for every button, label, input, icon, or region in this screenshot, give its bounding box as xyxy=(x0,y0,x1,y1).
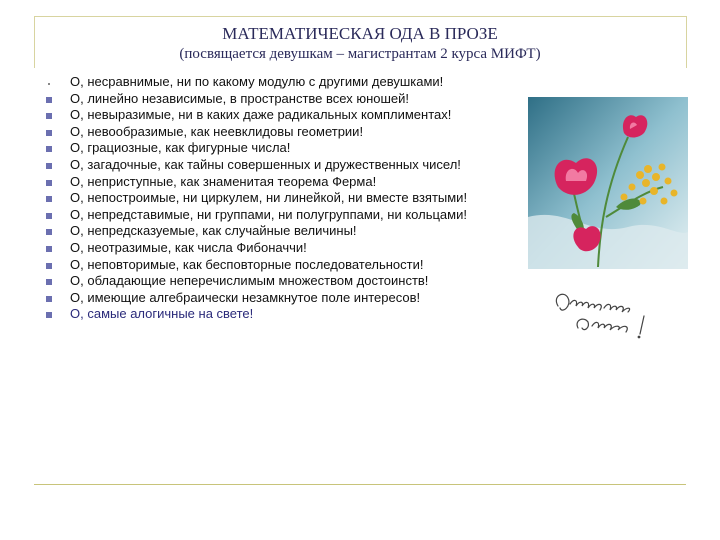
list-item xyxy=(44,107,544,124)
square-bullet-icon xyxy=(46,246,52,252)
list-item-text: О, неприступные, как знаменитая теорема Ферма! xyxy=(70,173,377,189)
square-bullet-icon xyxy=(46,180,52,186)
handwritten-greeting xyxy=(548,286,688,340)
list-item-text: О, непредсказуемые, как случайные величины! xyxy=(70,223,357,239)
list-item-text: О, имеющие алгебраически незамкнутое поле интересов! xyxy=(70,289,421,305)
list-item xyxy=(44,306,544,323)
frame-top-rule xyxy=(34,16,686,17)
list-item-text: О, обладающие неперечислимым множеством достоинств! xyxy=(70,273,429,289)
square-bullet-icon xyxy=(46,296,52,302)
bottom-rule xyxy=(34,484,686,485)
list-item-text: О, невыразимые, ни в каких даже радикальных комплиментах! xyxy=(70,107,452,123)
square-bullet-icon xyxy=(46,229,52,235)
flowers-picture xyxy=(528,97,688,269)
list-item xyxy=(44,190,544,207)
square-bullet-icon xyxy=(46,196,52,202)
page-title xyxy=(0,24,720,64)
list-item xyxy=(44,74,544,91)
list-item xyxy=(44,257,544,274)
list-item xyxy=(44,124,544,141)
list-item xyxy=(44,223,544,240)
list-item xyxy=(44,240,544,257)
list-item-text: О, линейно независимые, в пространстве всех юношей! xyxy=(70,90,410,106)
list-item xyxy=(44,91,544,108)
list-item-text: О, самые алогичные на свете! xyxy=(70,306,254,322)
title-line-1: МАТЕМАТИЧЕСКАЯ ОДА В ПРОЗЕ xyxy=(222,24,498,43)
list-item-text: О, несравнимые, ни по какому модулю с другими девушками! xyxy=(70,74,444,89)
list-item xyxy=(44,140,544,157)
square-bullet-icon xyxy=(46,97,52,103)
list-item-text: О, грациозные, как фигурные числа! xyxy=(70,140,291,156)
title-line-2: (посвящается девушкам – магистрантам 2 курса МИФТ) xyxy=(179,46,541,62)
list-item-text: О, непостроимые, ни циркулем, ни линейкой, ни вместе взятыми! xyxy=(70,190,468,206)
list-item xyxy=(44,290,544,307)
list-item-text: О, неотразимые, как числа Фибоначчи! xyxy=(70,239,307,255)
square-bullet-icon xyxy=(46,163,52,169)
list-item xyxy=(44,207,544,224)
square-bullet-icon xyxy=(46,146,52,152)
list-item-text: О, неповторимые, как бесповторные последовательности! xyxy=(70,256,424,272)
square-bullet-icon xyxy=(46,312,52,318)
list-item xyxy=(44,174,544,191)
square-bullet-icon xyxy=(46,130,52,136)
ode-list xyxy=(44,74,544,323)
square-bullet-icon xyxy=(46,113,52,119)
square-bullet-icon xyxy=(48,83,50,85)
list-item-text: О, загадочные, как тайны совершенных и дружественных чисел! xyxy=(70,156,461,172)
list-item-text: О, непредставимые, ни группами, ни полугруппами, ни кольцами! xyxy=(70,206,467,222)
list-item xyxy=(44,157,544,174)
square-bullet-icon xyxy=(46,263,52,269)
square-bullet-icon xyxy=(46,213,52,219)
list-item xyxy=(44,273,544,290)
list-item-text: О, невообразимые, как неевклидовы геометрии! xyxy=(70,123,364,139)
square-bullet-icon xyxy=(46,279,52,285)
